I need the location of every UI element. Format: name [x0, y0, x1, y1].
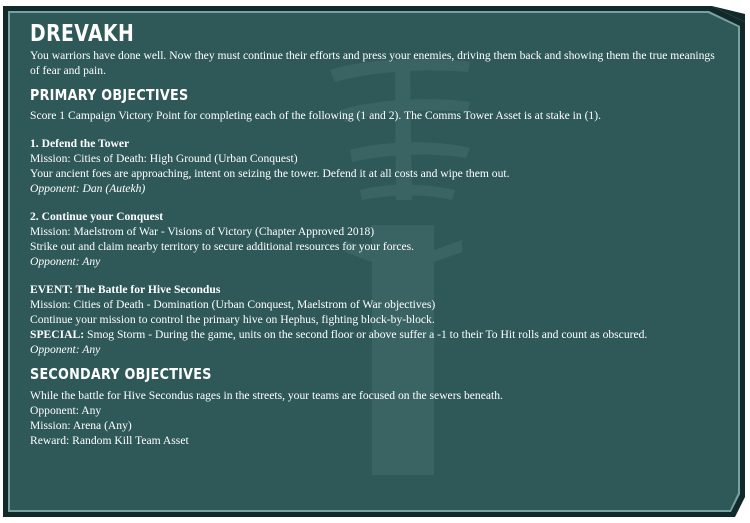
mission-name: Mission: Maelstrom of War - Visions of Victory (Chapter Approved 2018): [30, 225, 375, 238]
secondary-opponent: Opponent: Any: [30, 404, 102, 417]
special-label: SPECIAL:: [30, 328, 85, 341]
page-title: DREVAKH: [30, 21, 135, 47]
mission-title: 2. Continue your Conquest: [30, 210, 164, 223]
event-block: [30, 282, 730, 357]
event-mission: Mission: Cities of Death - Domination (Urban Conquest, Maelstrom of War objectives): [30, 298, 436, 311]
mission-block: [30, 209, 730, 269]
primary-summary: Score 1 Campaign Victory Point for completing each of the following (1 and 2). The Comms Tower Asset is at stake in (1).: [30, 109, 601, 122]
event-special: [30, 327, 730, 342]
secondary-objectives-heading: SECONDARY OBJECTIVES: [30, 365, 212, 383]
secondary-mission: Mission: Arena (Any): [30, 419, 132, 432]
special-text: Smog Storm - During the game, units on the second floor or above suffer a -1 to their To Hit rolls and count as obscured.: [84, 328, 648, 341]
mission-block: [30, 136, 730, 196]
mission-description: Strike out and claim nearby territory to secure additional resources for your forces.: [30, 240, 415, 253]
primary-objectives-heading: PRIMARY OBJECTIVES: [30, 86, 189, 104]
mission-opponent: Opponent: Any: [30, 255, 101, 268]
event-description: Continue your mission to control the primary hive on Hephus, fighting block-by-block.: [30, 313, 435, 326]
intro-text: You warriors have done well. Now they must continue their efforts and press your enemies, driving them back and showing them the true meanings of fear and pain.: [30, 49, 715, 77]
secondary-reward: Reward: Random Kill Team Asset: [30, 434, 189, 447]
mission-description: Your ancient foes are approaching, intent on seizing the tower. Defend it at all costs and wipe them out.: [30, 167, 510, 180]
event-opponent: Opponent: Any: [30, 343, 101, 356]
event-title: EVENT: The Battle for Hive Secondus: [30, 283, 221, 296]
secondary-description: While the battle for Hive Secondus rages in the streets, your teams are focused on the sewers beneath.: [30, 389, 503, 402]
mission-name: Mission: Cities of Death: High Ground (Urban Conquest): [30, 152, 298, 165]
mission-title: 1. Defend the Tower: [30, 137, 130, 150]
mission-opponent: Opponent: Dan (Autekh): [30, 182, 146, 195]
mission-briefing: [30, 20, 730, 500]
